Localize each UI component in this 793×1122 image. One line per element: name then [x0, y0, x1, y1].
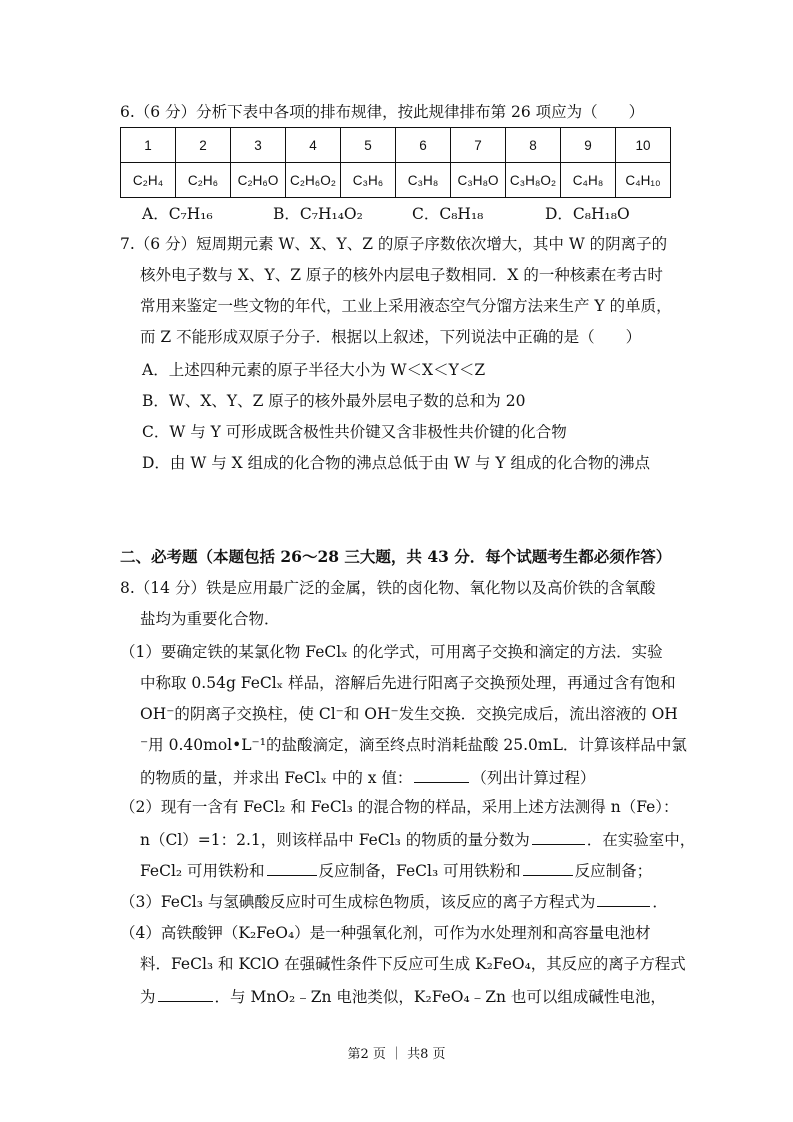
- q8-part1-line: [140, 769, 595, 787]
- table-cell: C₃H₈O: [451, 163, 506, 198]
- table-cell: 9: [561, 128, 616, 163]
- answer-blank[interactable]: [523, 862, 573, 876]
- table-cell: C₂H₆: [176, 163, 231, 198]
- q8-part3-text: （3）FeCl₃ 与氢碘酸反应时可生成棕色物质，该反应的离子方程式为: [120, 893, 596, 911]
- q8-part2-text: FeCl₂ 可用铁粉和: [140, 862, 265, 880]
- q8-part3-line: [120, 893, 668, 911]
- q6-option-b[interactable]: B．C₇H₁₄O₂: [273, 205, 363, 223]
- q8-part2-line: （2）现有一含有 FeCl₂ 和 FeCl₃ 的混合物的样品，采用上述方法测得 n（Fe）：: [120, 798, 679, 816]
- table-cell: 10: [616, 128, 671, 163]
- q8-part1-line: （1）要确定铁的某氯化物 FeClₓ 的化学式，可用离子交换和滴定的方法．实验: [120, 643, 663, 661]
- sequence-index-row: [121, 128, 671, 163]
- q8-part1-line: 中称取 0.54g FeClₓ 样品，溶解后先进行阳离子交换预处理，再通过含有饱和: [140, 674, 676, 692]
- q7-option-d[interactable]: D．由 W 与 X 组成的化合物的沸点总低于由 W 与 Y 组成的化合物的沸点: [142, 454, 650, 472]
- q8-part2-text: 反应制备；: [574, 862, 653, 880]
- q8-part1-line: OH⁻的阴离子交换柱，使 Cl⁻和 OH⁻发生交换．交换完成后，流出溶液的 OH: [140, 705, 678, 723]
- q8-intro: 盐均为重要化合物．: [140, 610, 280, 628]
- answer-blank[interactable]: [414, 769, 469, 783]
- table-cell: C₄H₁₀: [616, 163, 671, 198]
- q8-part1-line: ⁻用 0.40mol•L⁻¹的盐酸滴定，滴至终点时消耗盐酸 25.0mL．计算该样品中氯: [140, 736, 687, 754]
- page-footer: 第2 页 ｜ 共8 页: [347, 1047, 446, 1062]
- table-cell: C₃H₆: [341, 163, 396, 198]
- answer-blank[interactable]: [532, 831, 585, 845]
- q6-option-c[interactable]: C．C₈H₁₈: [412, 205, 484, 223]
- table-cell: 4: [286, 128, 341, 163]
- table-cell: 5: [341, 128, 396, 163]
- q7-line: 而 Z 不能形成双原子分子．根据以上叙述，下列说法中正确的是（ ）: [140, 328, 642, 346]
- table-cell: 6: [396, 128, 451, 163]
- table-cell: C₃H₈: [396, 163, 451, 198]
- table-cell: C₂H₆O₂: [286, 163, 341, 198]
- q7-line: 常用来鉴定一些文物的年代，工业上采用液态空气分馏方法来生产 Y 的单质，: [140, 297, 672, 315]
- q8-intro: 8.（14 分）铁是应用最广泛的金属，铁的卤化物、氧化物以及高价铁的含氧酸: [120, 579, 656, 597]
- table-cell: 2: [176, 128, 231, 163]
- q8-part3-text: ．: [652, 893, 668, 911]
- answer-blank[interactable]: [267, 862, 317, 876]
- q8-part1-text: （列出计算过程）: [471, 769, 596, 787]
- q7-line: 7.（6 分）短周期元素 W、X、Y、Z 的原子序数依次增大，其中 W 的阴离子的: [120, 235, 668, 253]
- table-cell: 8: [506, 128, 561, 163]
- q8-part4-text: 为: [140, 988, 156, 1006]
- sequence-table: [120, 127, 671, 198]
- section-heading: 二、必考题（本题包括 26～28 三大题，共 43 分．每个试题考生都必须作答）: [120, 547, 672, 566]
- q7-option-c[interactable]: C．W 与 Y 可形成既含极性共价键又含非极性共价键的化合物: [142, 423, 567, 441]
- table-cell: 7: [451, 128, 506, 163]
- q6-option-a[interactable]: A．C₇H₁₆: [142, 205, 213, 223]
- q7-line: 核外电子数与 X、Y、Z 原子的核外内层电子数相同．X 的一种核素在考古时: [140, 266, 663, 284]
- table-cell: C₂H₆O: [231, 163, 286, 198]
- answer-blank[interactable]: [597, 893, 650, 907]
- q7-option-a[interactable]: A．上述四种元素的原子半径大小为 W＜X＜Y＜Z: [142, 361, 486, 379]
- q6-stem: 6.（6 分）分析下表中各项的排布规律，按此规律排布第 26 项应为（ ）: [120, 103, 645, 121]
- q7-option-b[interactable]: B．W、X、Y、Z 原子的核外最外层电子数的总和为 20: [142, 392, 526, 410]
- table-cell: C₃H₈O₂: [506, 163, 561, 198]
- q8-part4-text: ．与 MnO₂﹣Zn 电池类似，K₂FeO₄﹣Zn 也可以组成碱性电池，: [214, 988, 666, 1006]
- answer-blank[interactable]: [158, 988, 213, 1002]
- q8-part2-text: 反应制备，FeCl₃ 可用铁粉和: [318, 862, 521, 880]
- q8-part4-line: 料．FeCl₃ 和 KClO 在强碱性条件下反应可生成 K₂FeO₄，其反应的离子方程式: [140, 955, 686, 973]
- q8-part2-line: [140, 831, 695, 849]
- q8-part2-line: [140, 862, 652, 880]
- sequence-formula-row: [121, 163, 671, 198]
- q8-part1-text: 的物质的量，并求出 FeClₓ 中的 x 值：: [140, 769, 413, 787]
- q8-part2-text: n（Cl）=1：2.1，则该样品中 FeCl₃ 的物质的量分数为: [140, 831, 530, 849]
- q8-part4-line: （4）高铁酸钾（K₂FeO₄）是一种强氧化剂，可作为水处理剂和高容量电池材: [120, 924, 651, 942]
- q8-part4-line: [140, 988, 666, 1006]
- table-cell: 3: [231, 128, 286, 163]
- table-cell: 1: [121, 128, 176, 163]
- table-cell: C₄H₈: [561, 163, 616, 198]
- table-cell: C₂H₄: [121, 163, 176, 198]
- q8-part2-text: ．在实验室中，: [586, 831, 696, 849]
- q6-option-d[interactable]: D．C₈H₁₈O: [545, 205, 630, 223]
